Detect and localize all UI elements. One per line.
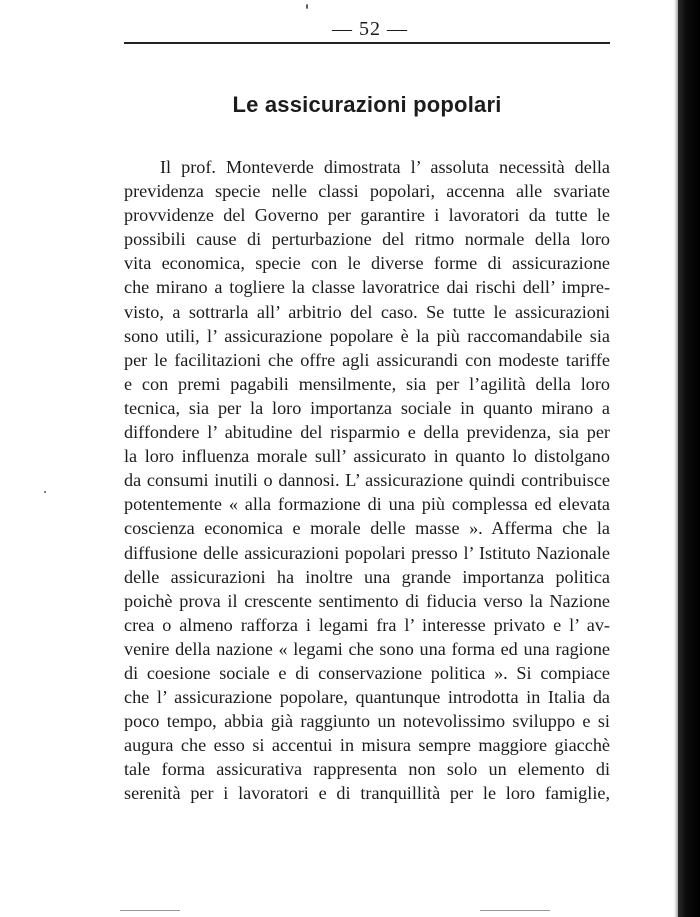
text-line: sono utili, l’ assicurazione popolare è la più raccomandabile sia <box>124 325 610 346</box>
text-line: Il prof. Monteverde dimostrata l’ assoluta necessità della <box>160 157 610 177</box>
text-line: previdenza specie nelle classi popolari, accenna alle svariate <box>124 181 610 202</box>
text-line: provvidenze del Governo per garantire i lavoratori da tutte le <box>124 205 610 226</box>
text-line: che mirano a togliere la classe lavoratrice dai rischi dell’ impre- <box>124 277 610 298</box>
text-line: per le facilitazioni che offre agli assicurandi con modeste tariffe <box>124 349 610 370</box>
text-line: tecnica, sia per la loro importanza sociale in quanto mirano a <box>124 397 610 418</box>
text-line: tale forma assicurativa rappresenta non solo un elemento di <box>124 759 610 780</box>
text-line: e con premi pagabili mensilmente, sia per l’agilità della loro <box>124 373 610 394</box>
body-paragraph <box>124 155 610 806</box>
text-line: crea o almeno rafforza i legami fra l’ interesse privato e l’ av- <box>124 614 610 635</box>
text-line: delle assicurazioni ha inoltre una grande importanza politica <box>124 566 610 587</box>
text-line: visto, a sottrarla all’ arbitrio del caso. Se tutte le assicurazioni <box>124 301 610 322</box>
text-line: che l’ assicurazione popolare, quantunque introdotta in Italia da <box>124 687 610 708</box>
text-line: da consumi inutili o dannosi. L’ assicurazione quindi contribuisce <box>124 470 610 491</box>
text-line: la loro influenza morale sull’ assicurato in quanto lo distolgano <box>124 446 610 467</box>
text-line: vita economica, specie con le diverse forme di assicurazione <box>124 253 610 274</box>
text-line: poco tempo, abbia già raggiunto un notevolissimo sviluppo e si <box>124 711 610 732</box>
text-line: di coesione sociale e di conservazione politica ». Si compiace <box>124 662 610 683</box>
scan-dust <box>44 491 46 493</box>
text-line: venire della nazione « legami che sono una forma ed una ragione <box>124 638 610 659</box>
text-line: diffondere l’ abitudine del risparmio e della previdenza, sia per <box>124 422 610 443</box>
text-line: potentemente « alla formazione di una più complessa ed elevata <box>124 494 610 515</box>
header-rule <box>124 42 610 44</box>
scan-dust <box>480 910 550 911</box>
scan-dust <box>306 4 308 9</box>
text-line: diffusione delle assicurazioni popolari presso l’ Istituto Nazionale <box>124 542 610 563</box>
text-line: serenità per i lavoratori e di tranquillità per le loro famiglie, <box>124 783 610 804</box>
scan-border <box>678 0 700 917</box>
page-number: — 52 — <box>332 18 408 40</box>
scan-dust <box>120 910 180 911</box>
text-line: augura che esso si accentui in misura sempre maggiore giacchè <box>124 735 610 756</box>
text-line: possibili cause di perturbazione del ritmo normale della loro <box>124 229 610 250</box>
text-line: coscienza economica e morale delle masse ». Afferma che la <box>124 518 610 539</box>
page-title: Le assicurazioni popolari <box>232 92 502 117</box>
text-line: poichè prova il crescente sentimento di fiducia verso la Nazione <box>124 590 610 611</box>
